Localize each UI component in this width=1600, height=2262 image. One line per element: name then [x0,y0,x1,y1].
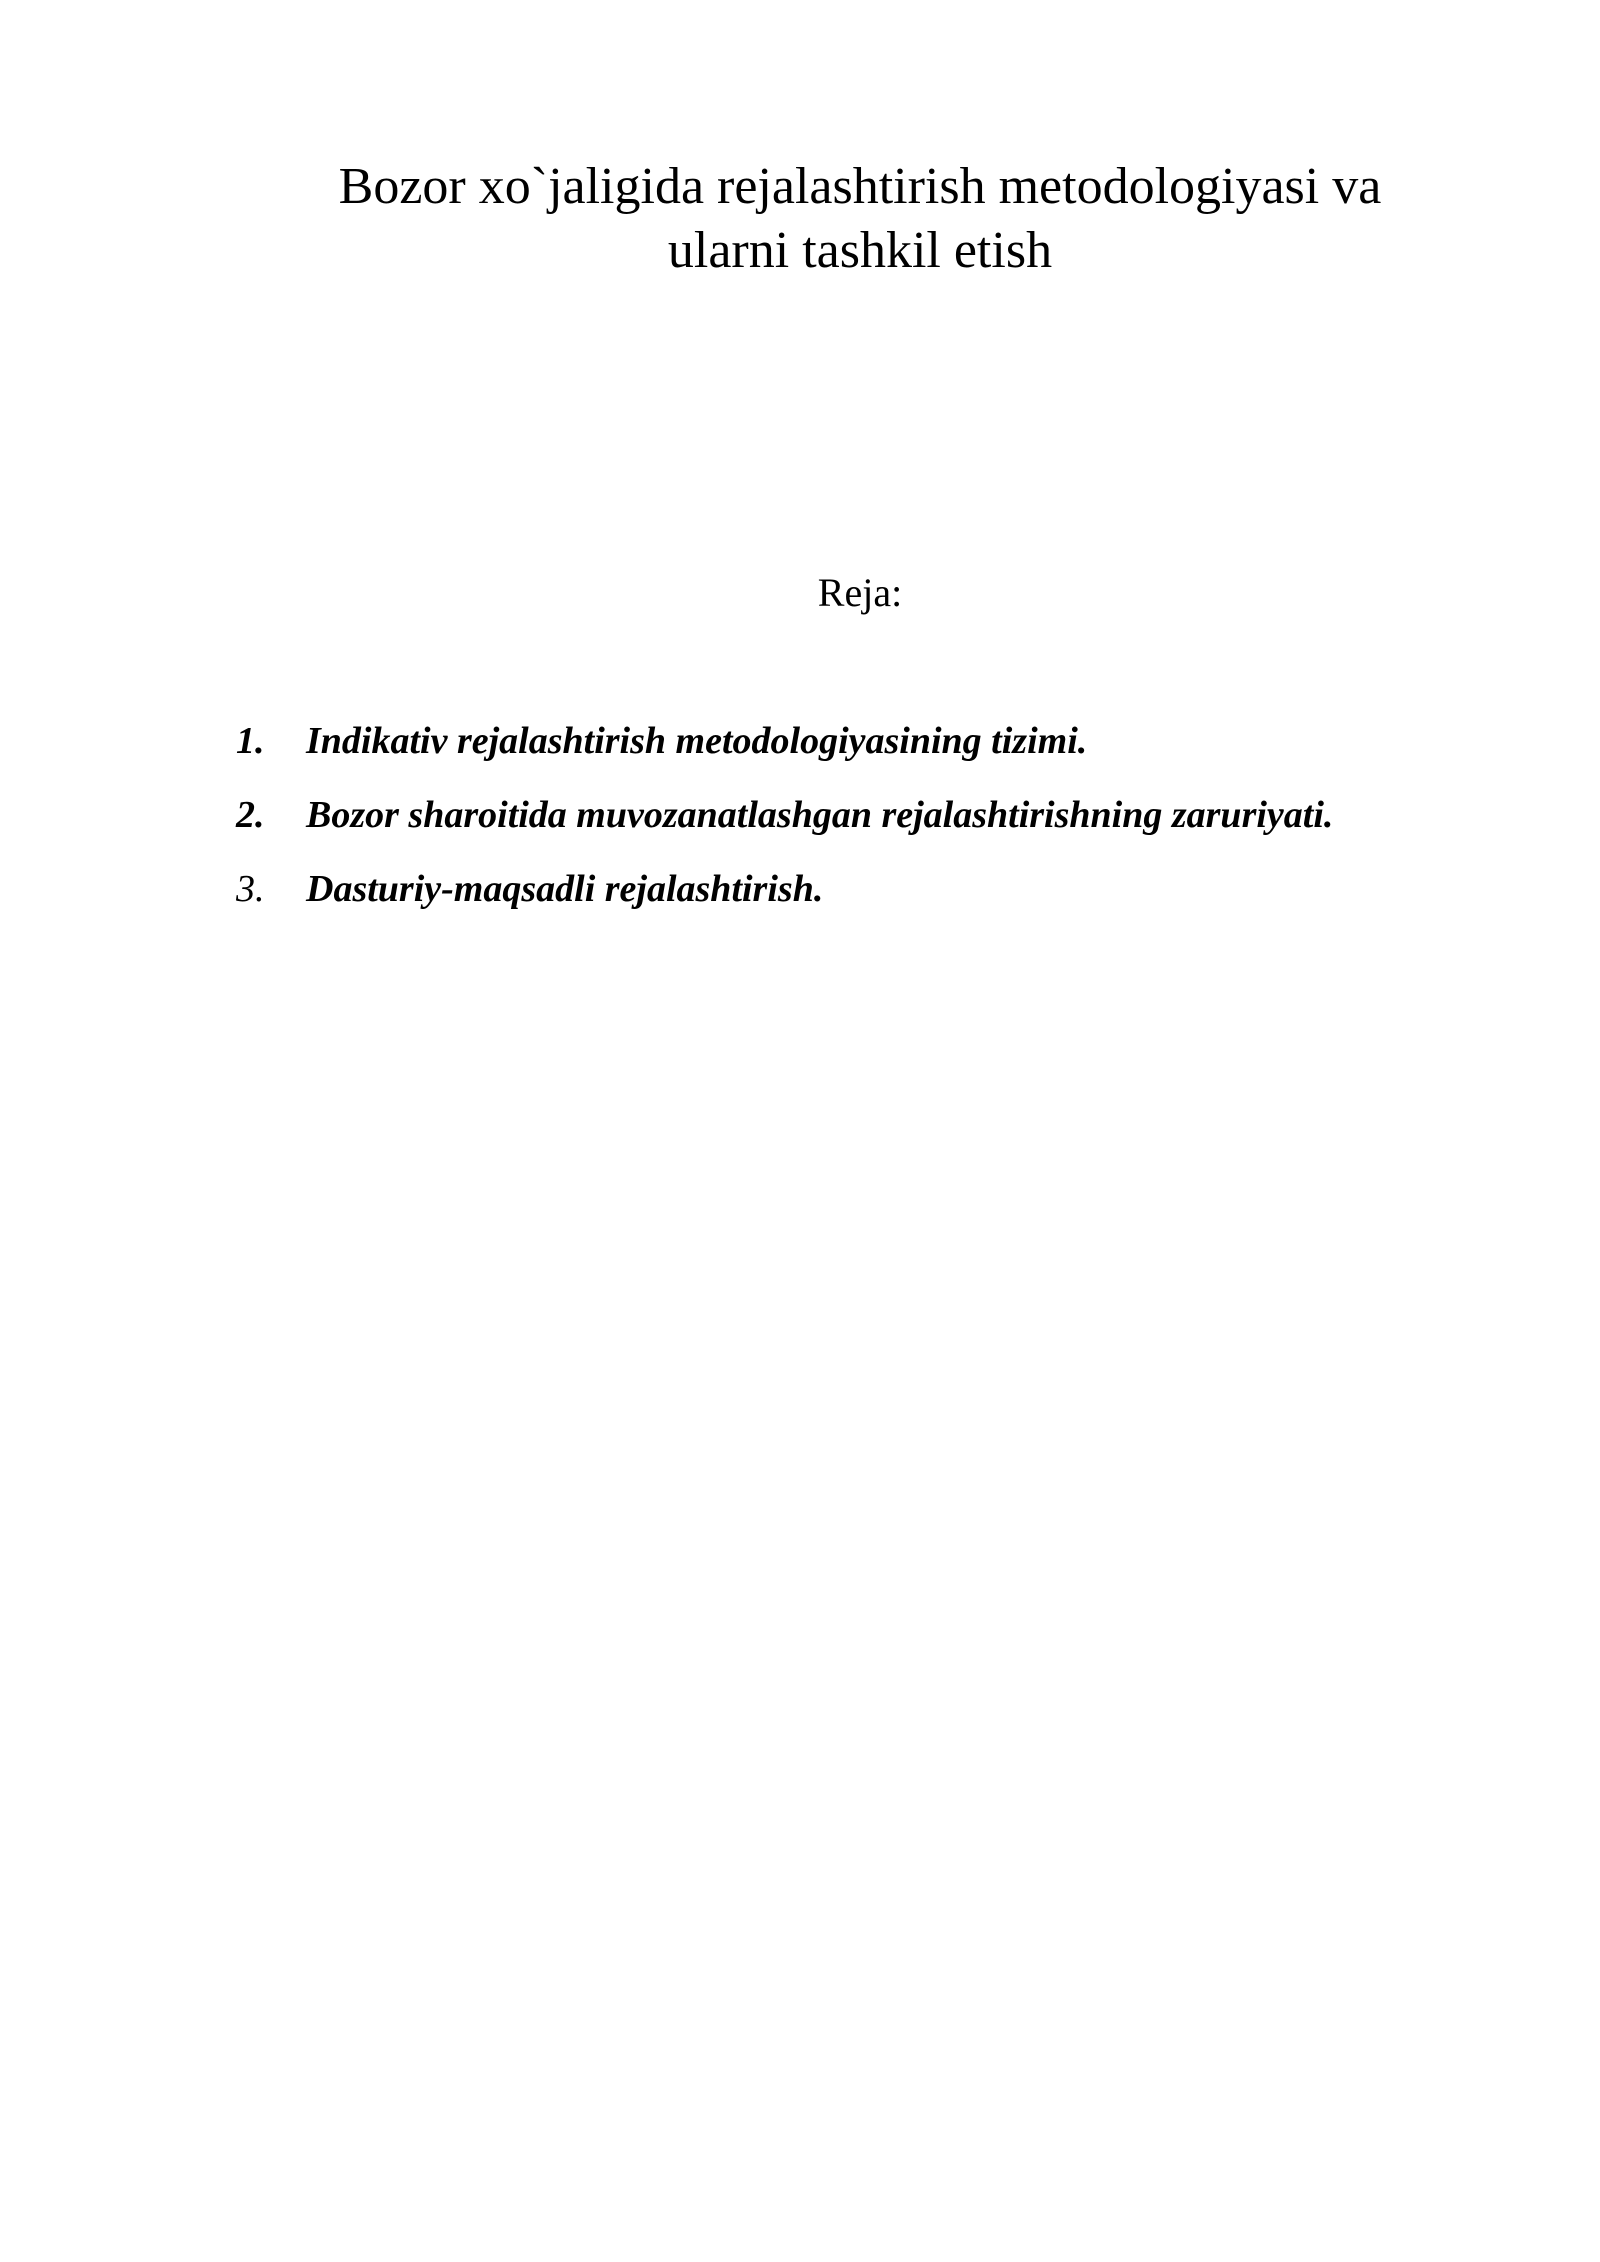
document-title [200,155,1520,283]
plan-item-text: Indikativ rejalashtirish metodologiyasining tizimi. [306,720,1088,762]
plan-heading: Reja: [817,570,903,615]
plan-item-text: Dasturiy-maqsadli rejalashtirish. [306,868,824,910]
title-line-1: Bozor xo`jaligida rejalashtirish metodologiyasi va [338,158,1382,215]
plan-item-number: 2. [236,794,265,836]
plan-item-number: 1. [236,720,265,762]
plan-item-text: Bozor sharoitida muvozanatlashgan rejalashtirishning zaruriyati. [306,794,1334,836]
plan-item-number: 3. [236,868,265,910]
title-line-2: ularni tashkil etish [667,222,1053,279]
